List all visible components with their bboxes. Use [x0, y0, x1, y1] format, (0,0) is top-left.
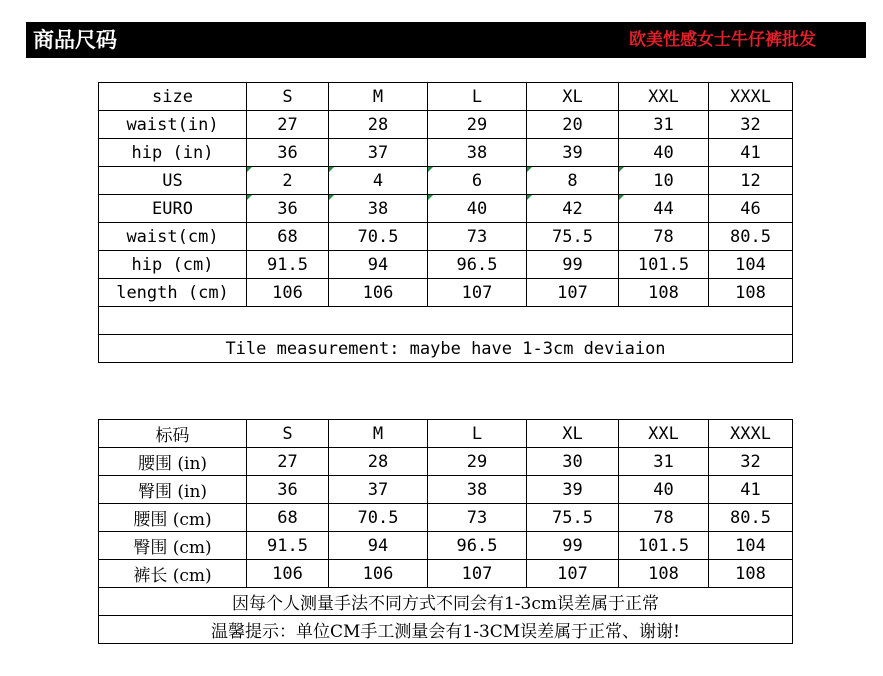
table-row: [99, 335, 793, 363]
table-cell: 32: [709, 448, 793, 476]
table-row: [99, 279, 793, 307]
row-label: 腰围 (in): [99, 448, 247, 476]
table-cell: 41: [709, 476, 793, 504]
table-cell: 31: [619, 111, 709, 139]
table-row: [99, 83, 793, 111]
table-cell: 104: [709, 532, 793, 560]
table-cell: 99: [527, 251, 619, 279]
table-cell: 29: [428, 111, 527, 139]
table-cell: 96.5: [428, 251, 527, 279]
row-label: 腰围 (cm): [99, 504, 247, 532]
table-cell: XXL: [619, 420, 709, 448]
table-cell: XXXL: [709, 83, 793, 111]
table-cell: 8: [527, 167, 619, 195]
table-cell: 36: [247, 195, 329, 223]
table-cell: 73: [428, 223, 527, 251]
table-cell: 38: [329, 195, 428, 223]
table-cell: XL: [527, 83, 619, 111]
note-row: 因每个人测量手法不同方式不同会有1-3cm误差属于正常: [99, 588, 793, 616]
table-cell: 75.5: [527, 223, 619, 251]
table-cell: 39: [527, 139, 619, 167]
table-cell: 107: [428, 279, 527, 307]
table-cell: 29: [428, 448, 527, 476]
table-cell: 40: [428, 195, 527, 223]
table-cell: 40: [619, 476, 709, 504]
table-cell: 106: [247, 560, 329, 588]
table-cell: 106: [329, 560, 428, 588]
row-label: EURO: [99, 195, 247, 223]
table-cell: 108: [619, 560, 709, 588]
table-cell: 41: [709, 139, 793, 167]
table-cell: 94: [329, 532, 428, 560]
row-label: waist(in): [99, 111, 247, 139]
table-cell: 96.5: [428, 532, 527, 560]
note-row: 温馨提示：单位CM手工测量会有1-3CM误差属于正常、谢谢!: [99, 616, 793, 644]
table-cell: 75.5: [527, 504, 619, 532]
table-cell: 104: [709, 251, 793, 279]
table-cell: 94: [329, 251, 428, 279]
table-cell: 106: [247, 279, 329, 307]
table-cell: L: [428, 420, 527, 448]
table-row: [99, 588, 793, 616]
table-cell: 27: [247, 448, 329, 476]
table-row: [99, 223, 793, 251]
table-row: [99, 139, 793, 167]
table-cell: 4: [329, 167, 428, 195]
table-cell: 44: [619, 195, 709, 223]
table-row: [99, 307, 793, 335]
table-cell: 80.5: [709, 504, 793, 532]
table-row: [99, 420, 793, 448]
size-table-english: [98, 82, 793, 363]
table-cell: 20: [527, 111, 619, 139]
row-label: US: [99, 167, 247, 195]
table-row: [99, 167, 793, 195]
table-row: [99, 195, 793, 223]
table-row: [99, 476, 793, 504]
page-subtitle: 欧美性感女士牛仔裤批发: [629, 30, 816, 50]
header-bar: [26, 22, 866, 58]
table-row: [99, 560, 793, 588]
table-cell: 28: [329, 448, 428, 476]
table-cell: 38: [428, 476, 527, 504]
table-cell: 40: [619, 139, 709, 167]
table-cell: S: [247, 420, 329, 448]
table-cell: XXXL: [709, 420, 793, 448]
table-cell: 46: [709, 195, 793, 223]
row-label: size: [99, 83, 247, 111]
table-row: [99, 251, 793, 279]
table-cell: 80.5: [709, 223, 793, 251]
table-row: [99, 616, 793, 644]
table-cell: 36: [247, 476, 329, 504]
table-cell: 12: [709, 167, 793, 195]
table-cell: 91.5: [247, 532, 329, 560]
table-cell: 70.5: [329, 504, 428, 532]
table-cell: 6: [428, 167, 527, 195]
note-row: Tile measurement: maybe have 1-3cm deviaion: [99, 335, 793, 363]
table-cell: 99: [527, 532, 619, 560]
table-cell: 38: [428, 139, 527, 167]
table-cell: 37: [329, 139, 428, 167]
table-cell: L: [428, 83, 527, 111]
table-cell: 31: [619, 448, 709, 476]
table-cell: 37: [329, 476, 428, 504]
table-cell: 107: [527, 279, 619, 307]
table-cell: 107: [527, 560, 619, 588]
table-cell: 108: [709, 279, 793, 307]
table-cell: XXL: [619, 83, 709, 111]
table-cell: 108: [709, 560, 793, 588]
table-cell: 78: [619, 223, 709, 251]
row-label: hip (in): [99, 139, 247, 167]
table-cell: M: [329, 420, 428, 448]
row-label: 裤长 (cm): [99, 560, 247, 588]
row-label: 臀围 (in): [99, 476, 247, 504]
table-cell: 28: [329, 111, 428, 139]
table-cell: 78: [619, 504, 709, 532]
table-cell: 101.5: [619, 251, 709, 279]
table-row: [99, 532, 793, 560]
table-cell: 107: [428, 560, 527, 588]
table-cell: 70.5: [329, 223, 428, 251]
table-cell: 73: [428, 504, 527, 532]
table-row: [99, 448, 793, 476]
row-label: 臀围 (cm): [99, 532, 247, 560]
row-label: hip (cm): [99, 251, 247, 279]
table-cell: M: [329, 83, 428, 111]
row-label: 标码: [99, 420, 247, 448]
table-cell: 30: [527, 448, 619, 476]
table-cell: 68: [247, 504, 329, 532]
table-cell: 108: [619, 279, 709, 307]
table-cell: 32: [709, 111, 793, 139]
row-label: length (cm): [99, 279, 247, 307]
table-cell: 2: [247, 167, 329, 195]
page-title: 商品尺码: [33, 27, 117, 52]
table-cell: 101.5: [619, 532, 709, 560]
table-cell: 106: [329, 279, 428, 307]
table-cell: 42: [527, 195, 619, 223]
row-label: waist(cm): [99, 223, 247, 251]
size-table-chinese: [98, 419, 793, 644]
table-cell: S: [247, 83, 329, 111]
table-cell: 10: [619, 167, 709, 195]
table-cell: 91.5: [247, 251, 329, 279]
empty-row: [99, 307, 793, 335]
table-cell: 27: [247, 111, 329, 139]
table-row: [99, 504, 793, 532]
table-cell: 36: [247, 139, 329, 167]
table-cell: 68: [247, 223, 329, 251]
table-cell: XL: [527, 420, 619, 448]
table-row: [99, 111, 793, 139]
table-cell: 39: [527, 476, 619, 504]
